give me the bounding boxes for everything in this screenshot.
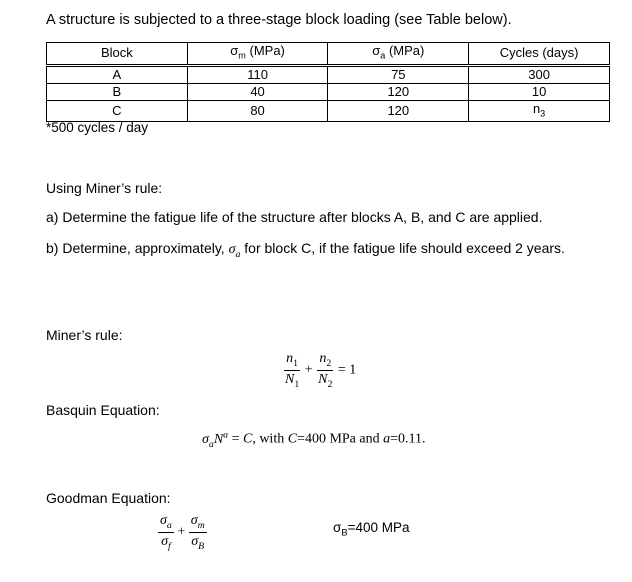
table-row <box>47 100 610 122</box>
using-miner-heading: Using Miner’s rule: <box>46 180 163 196</box>
header-sigma-a: $\sigma_a$ (MPa) <box>328 43 469 66</box>
cycles-note: *500 cycles / day <box>46 120 149 135</box>
cell-block: C <box>47 100 188 122</box>
basquin-equation: $\sigma_aN^a = C$, with C=400 MPa and a=0.11. <box>202 429 426 450</box>
cell-sigma-a: 120 <box>328 83 469 100</box>
header-block: Block <box>47 43 188 66</box>
table-header-row <box>47 43 610 66</box>
cell-sigma-a: 75 <box>328 65 469 83</box>
table-row <box>47 83 610 100</box>
miner-rule-label: Miner’s rule: <box>46 327 123 343</box>
cell-sigma-a: 120 <box>328 100 469 122</box>
goodman-equation: $\frac{\sigma_a}{\sigma_f}$ + $\frac{\sigma_m}{\sigma_B}$ <box>160 513 205 552</box>
basquin-label: Basquin Equation: <box>46 402 160 418</box>
cell-sigma-m: 80 <box>187 100 328 122</box>
table-row <box>47 65 610 83</box>
header-sigma-m: $\sigma_m$ (MPa) <box>187 43 328 66</box>
question-a: a) Determine the fatigue life of the structure after blocks A, B, and C are applied. <box>46 209 543 225</box>
block-loading-table <box>46 42 610 122</box>
miner-equation: $\frac{n_1}{N_1}$ + $\frac{n_2}{N_2}$ = 1 <box>285 351 357 390</box>
cell-sigma-m: 40 <box>187 83 328 100</box>
question-b: b) Determine, approximately, $\sigma_a$ for block C, if the fatigue life should exceed 2 years. <box>46 240 565 260</box>
cell-cycles: 10 <box>469 83 610 100</box>
cell-sigma-m: 110 <box>187 65 328 83</box>
cell-block: B <box>47 83 188 100</box>
header-cycles: Cycles (days) <box>469 43 610 66</box>
sigma-b-value: $\sigma_B=400$ MPa <box>333 520 410 539</box>
cell-block: A <box>47 65 188 83</box>
problem-intro: A structure is subjected to a three-stage block loading (see Table below). <box>46 12 512 28</box>
goodman-label: Goodman Equation: <box>46 490 171 506</box>
cell-cycles: 300 <box>469 65 610 83</box>
cell-cycles: $n_3$ <box>469 100 610 122</box>
